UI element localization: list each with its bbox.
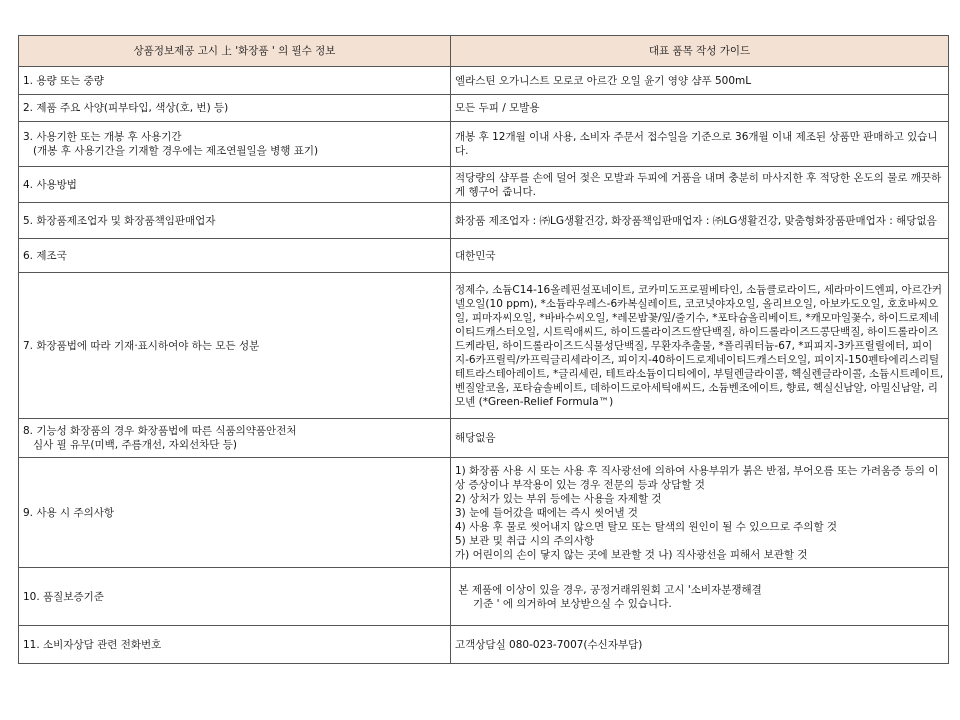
row-value: 고객상담실 080-023-7007(수신자부담) <box>451 626 949 664</box>
row-value: 1) 화장품 사용 시 또는 사용 후 직사광선에 의하여 사용부위가 붉은 반점, 부어오름 또는 가려움증 등의 이상 증상이나 부작용이 있는 경우 전문의 등과 상담할 것 2) 상처가 있는 부위 등에는 사용을 자제할 것 3) 눈에 들어갔을 때에는 즉시 씻어낼 것 4) 사용 후 물로 씻어내지 않으면 탈모 또는 탈색의 원인이 될 수 있으므로 주의할 것 5) 보관 및 취급 시의 주의사항 가) 어린이의 손이 닿지 않는 곳에 보관할 것 나) 직사광선을 피해서 보관할 것 <box>451 458 949 568</box>
product-info-table <box>18 35 949 664</box>
table-row <box>19 239 949 273</box>
row-label: 5. 화장품제조업자 및 화장품책임판매업자 <box>19 203 451 239</box>
table-row <box>19 167 949 203</box>
row-label: 2. 제품 주요 사양(피부타입, 색상(호, 번) 등) <box>19 95 451 122</box>
row-value: 화장품 제조업자 : ㈜LG생활건강, 화장품책임판매업자 : ㈜LG생활건강, 맞춤형화장품판매업자 : 해당없음 <box>451 203 949 239</box>
table-row <box>19 95 949 122</box>
row-label: 4. 사용방법 <box>19 167 451 203</box>
row-value: 엘라스틴 오가니스트 모로코 아르간 오일 윤기 영양 샴푸 500mL <box>451 67 949 95</box>
row-label: 6. 제조국 <box>19 239 451 273</box>
table-row <box>19 626 949 664</box>
row-label: 1. 용량 또는 중량 <box>19 67 451 95</box>
row-label: 7. 화장품법에 따라 기재·표시하여야 하는 모든 성분 <box>19 273 451 419</box>
product-info-sheet <box>18 35 948 664</box>
row-label: 8. 기능성 화장품의 경우 화장품법에 따른 식품의약품안전처 심사 필 유무(미백, 주름개선, 자외선차단 등) <box>19 419 451 458</box>
row-label: 11. 소비자상담 관련 전화번호 <box>19 626 451 664</box>
row-value: 대한민국 <box>451 239 949 273</box>
table-row <box>19 419 949 458</box>
table-row <box>19 67 949 95</box>
row-label: 9. 사용 시 주의사항 <box>19 458 451 568</box>
table-row <box>19 122 949 167</box>
table-row <box>19 568 949 626</box>
header-writing-guide: 대표 품목 작성 가이드 <box>451 36 949 67</box>
row-value: 본 제품에 이상이 있을 경우, 공정거래위원회 고시 '소비자분쟁해결 기준 ' 에 의거하여 보상받으실 수 있습니다. <box>451 568 949 626</box>
row-value: 모든 두피 / 모발용 <box>451 95 949 122</box>
row-value: 개봉 후 12개월 이내 사용, 소비자 주문서 접수일을 기준으로 36개월 이내 제조된 상품만 판매하고 있습니다. <box>451 122 949 167</box>
table-row <box>19 203 949 239</box>
header-required-info: 상품정보제공 고시 上 '화장품 ' 의 필수 정보 <box>19 36 451 67</box>
row-label: 10. 품질보증기준 <box>19 568 451 626</box>
row-label: 3. 사용기한 또는 개봉 후 사용기간 (개봉 후 사용기간을 기재할 경우에는 제조연월일을 병행 표기) <box>19 122 451 167</box>
table-row <box>19 458 949 568</box>
row-value: 정제수, 소듐C14-16올레핀설포네이트, 코카미도프로필베타인, 소듐클로라이드, 세라마이드엔피, 아르간커넬오일(10 ppm), *소듐라우레스-6카복실레이트, 코코넛야자오일, 올리브오일, 아보카도오일, 호호바씨오일, 피마자씨오일, *바바수씨오일, *레몬밤꽃/잎/줄기수, *포타슘올리베이트, *캐모마일꽃수, 하이드로제네이티드캐스터오일, 시트릭애씨드, 하이드롤라이즈드쌀단백질, 하이드롤라이즈드콩단백질, 하이드롤라이즈드케라틴, 하이드롤라이즈드식물성단백질, 무환자추출물, *폴리쿼터늄-67, *피피지-3카프릴릴에터, 피이지-6카프릴릭/카프릭글리세라이즈, 피이지-40하이드로제네이티드캐스터오일, 피이지-150펜타에리스리틸테트라스테아레이트, *글리세린, 테트라소듐이디티에이, 부틸렌글라이콜, 헥실렌글라이콜, 소듐시트레이트, 벤질알코올, 포타슘솔베이트, 데하이드로아세틱애씨드, 소듐벤조에이트, 향료, 헥실신남알, 아밀신남알, 리모넨 (*Green-Relief Formula™) <box>451 273 949 419</box>
row-value: 해당없음 <box>451 419 949 458</box>
table-header-row <box>19 36 949 67</box>
row-value: 적당량의 샴푸를 손에 덜어 젖은 모발과 두피에 거품을 내며 충분히 마사지한 후 적당한 온도의 물로 깨끗하게 헹구어 줍니다. <box>451 167 949 203</box>
table-row <box>19 273 949 419</box>
